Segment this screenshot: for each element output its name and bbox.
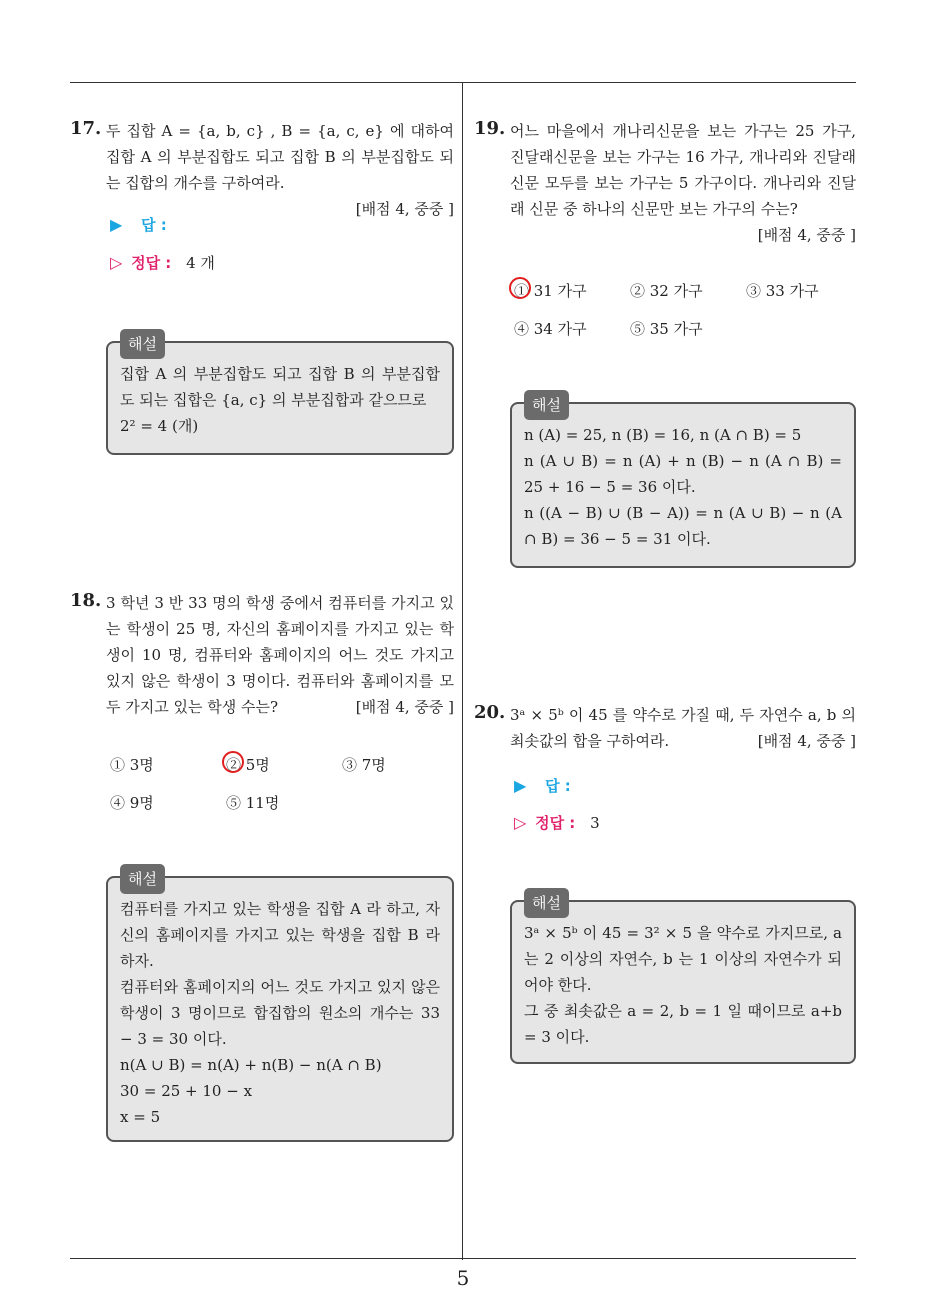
choice-5[interactable]: ⑤ 11명 bbox=[226, 794, 280, 812]
question-20 bbox=[474, 702, 856, 754]
explanation-line: 그 중 최솟값은 a = 2, b = 1 일 때이므로 a+b = 3 이다. bbox=[524, 1002, 842, 1046]
correct-value: 4 개 bbox=[186, 254, 215, 272]
question-18 bbox=[70, 590, 454, 720]
choice-4[interactable]: ④ 34 가구 bbox=[514, 320, 587, 338]
correct-value: 3 bbox=[590, 814, 600, 832]
question-text: 두 집합 A = {a, b, c} , B = {a, c, e} 에 대하여 집합 A 의 부분집합도 되고 집합 B 의 부분집합도 되는 집합의 개수를 구하여라. bbox=[106, 122, 454, 192]
choice-3[interactable]: ③ 33 가구 bbox=[746, 282, 819, 300]
explanation-line: 컴퓨터를 가지고 있는 학생을 집합 A 라 하고, 자신의 홈페이지를 가지고 있는 학생을 집합 B 라 하자. bbox=[120, 900, 440, 970]
question-number: 20. bbox=[474, 702, 506, 723]
play-triangle-icon: ▶ bbox=[514, 776, 527, 795]
explanation-tag: 해설 bbox=[524, 888, 569, 918]
answer-row-20 bbox=[514, 775, 571, 796]
correct-label: 정답 : bbox=[131, 254, 172, 272]
explanation-line: n (A) = 25, n (B) = 16, n (A ∩ B) = 5 bbox=[524, 426, 802, 444]
outline-triangle-icon: ▷ bbox=[514, 813, 527, 832]
answer-label: 답 : bbox=[545, 777, 571, 795]
choice-3[interactable]: ③ 7명 bbox=[342, 756, 386, 774]
bottom-rule bbox=[70, 1258, 856, 1259]
correct-label: 정답 : bbox=[535, 814, 576, 832]
explanation-tag: 해설 bbox=[120, 864, 165, 894]
outline-triangle-icon: ▷ bbox=[110, 253, 123, 272]
play-triangle-icon: ▶ bbox=[110, 215, 123, 234]
score-label: [배점 4, 중중 ] bbox=[355, 200, 454, 218]
explanation-line: 컴퓨터와 홈페이지의 어느 것도 가지고 있지 않은 학생이 3 명이므로 합집합의 원소의 개수는 33 − 3 = 30 이다. bbox=[120, 978, 440, 1048]
explanation-line: n ((A − B) ∪ (B − A)) = n (A ∪ B) − n (A ∩ B) = 36 − 5 = 31 이다. bbox=[524, 504, 842, 548]
choice-2[interactable]: ② 5명 bbox=[226, 756, 270, 774]
choice-1[interactable]: ① 3명 bbox=[110, 756, 154, 774]
column-divider bbox=[462, 82, 463, 1260]
answer-label: 답 : bbox=[141, 216, 167, 234]
score-label: [배점 4, 중중 ] bbox=[757, 732, 856, 750]
question-text: 어느 마을에서 개나리신문을 보는 가구는 25 가구, 진달래신문을 보는 가구는 16 가구, 개나리와 진달래 신문 모두를 보는 가구는 5 가구이다. 개나리와 진달래 신문 중 하나의 신문만 보는 가구의 수는? bbox=[510, 122, 856, 218]
choice-4[interactable]: ④ 9명 bbox=[110, 794, 154, 812]
explanation-tag: 해설 bbox=[524, 390, 569, 420]
explanation-line: 집합 A 의 부분집합도 되고 집합 B 의 부분집합도 되는 집합은 {a, c} 의 부분집합과 같으므로 bbox=[120, 365, 440, 409]
score-label: [배점 4, 중중 ] bbox=[757, 226, 856, 244]
selected-circle-mark bbox=[509, 277, 531, 299]
question-19 bbox=[474, 118, 856, 248]
selected-circle-mark bbox=[222, 751, 244, 773]
top-rule bbox=[70, 82, 856, 83]
correct-row-17 bbox=[110, 252, 215, 273]
question-number: 18. bbox=[70, 590, 102, 611]
explanation-line: n (A ∪ B) = n (A) + n (B) − n (A ∩ B) = 25 + 16 − 5 = 36 이다. bbox=[524, 452, 842, 496]
question-text: 3ᵃ × 5ᵇ 이 45 를 약수로 가질 때, 두 자연수 a, b 의 최솟값의 합을 구하여라. bbox=[510, 706, 856, 750]
choice-2[interactable]: ② 32 가구 bbox=[630, 282, 703, 300]
explanation-line: 2² = 4 (개) bbox=[120, 417, 199, 435]
explanation-line: n(A ∪ B) = n(A) + n(B) − n(A ∩ B) bbox=[120, 1056, 382, 1074]
explanation-line: x = 5 bbox=[120, 1108, 161, 1126]
explanation-box-18 bbox=[106, 870, 454, 1142]
question-number: 19. bbox=[474, 118, 506, 139]
explanation-tag: 해설 bbox=[120, 329, 165, 359]
page-number: 5 bbox=[456, 1266, 470, 1290]
explanation-box-19 bbox=[510, 396, 856, 568]
explanation-box-20 bbox=[510, 894, 856, 1064]
correct-row-20 bbox=[514, 812, 600, 833]
question-number: 17. bbox=[70, 118, 102, 139]
choice-5[interactable]: ⑤ 35 가구 bbox=[630, 320, 703, 338]
explanation-box-17 bbox=[106, 335, 454, 455]
explanation-line: 3ᵃ × 5ᵇ 이 45 = 3² × 5 을 약수로 가지므로, a 는 2 이상의 자연수, b 는 1 이상의 자연수가 되어야 한다. bbox=[524, 924, 842, 994]
explanation-line: 30 = 25 + 10 − x bbox=[120, 1082, 253, 1100]
choice-1[interactable]: ① 31 가구 bbox=[514, 282, 587, 300]
answer-row-17 bbox=[110, 214, 167, 235]
score-label: [배점 4, 중중 ] bbox=[355, 698, 454, 716]
question-17 bbox=[70, 118, 454, 222]
question-text: 3 학년 3 반 33 명의 학생 중에서 컴퓨터를 가지고 있는 학생이 25 명, 자신의 홈페이지를 가지고 있는 학생이 10 명, 컴퓨터와 홈페이지의 어느 것도 가지고 있지 않은 학생이 3 명이다. 컴퓨터와 홈페이지를 모두 가지고 있는 학생 수는? bbox=[106, 594, 454, 716]
